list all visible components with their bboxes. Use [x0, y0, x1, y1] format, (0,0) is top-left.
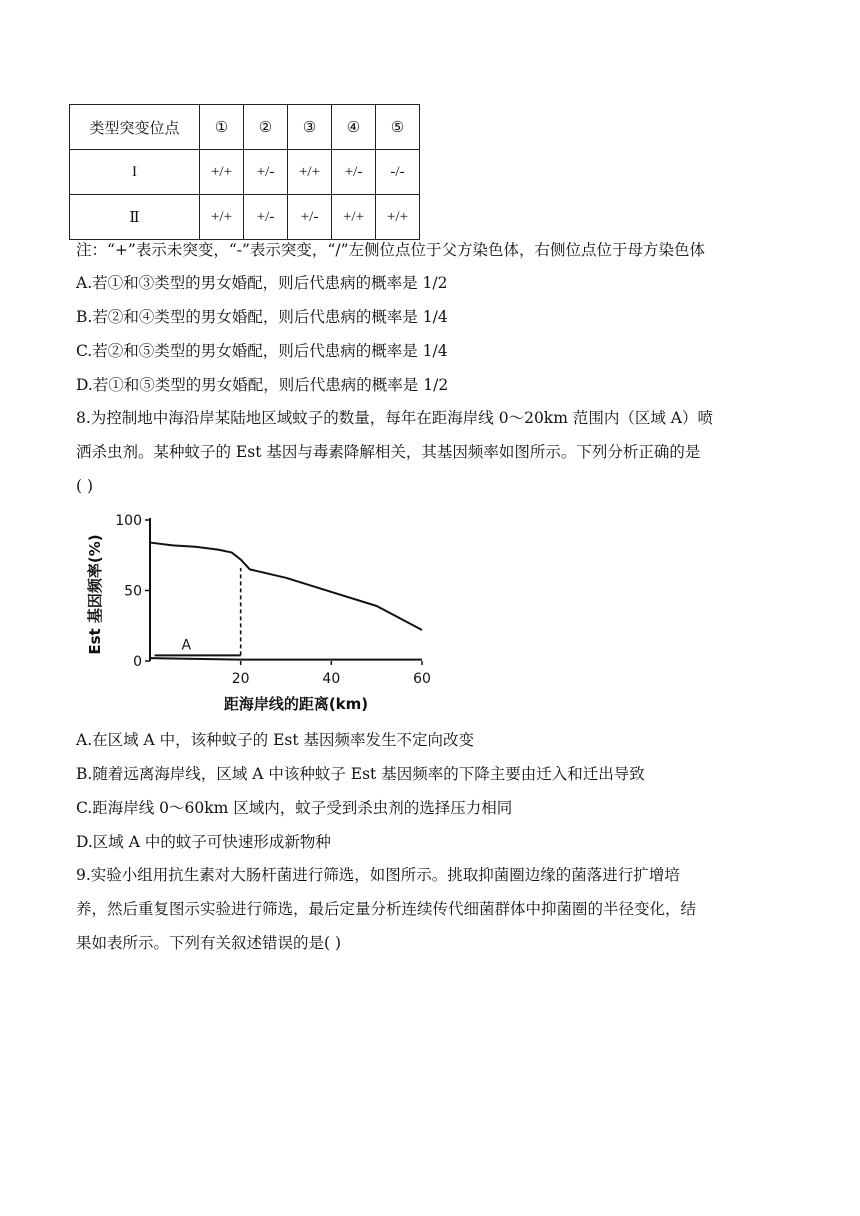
table-header-cell: ①	[200, 105, 244, 150]
mutation-type-table	[69, 104, 420, 240]
q7-option-d: D.若①和⑤类型的男女婚配，则后代患病的概率是 1/2	[76, 376, 449, 394]
x-tick-label: 40	[322, 671, 341, 687]
q9-stem-line: 养，然后重复图示实验进行筛选，最后定量分析连续传代细菌群体中抑菌圈的半径变化，结	[76, 900, 697, 918]
est-frequency-line	[150, 543, 422, 630]
table-cell: +/-	[332, 150, 376, 195]
table-row	[70, 195, 420, 240]
table-header-cell: ⑤	[376, 105, 420, 150]
q7-option-a: A.若①和③类型的男女婚配，则后代患病的概率是 1/2	[76, 274, 448, 292]
q8-option-c: C.距海岸线 0～60km 区域内，蚊子受到杀虫剂的选择压力相同	[76, 799, 513, 817]
x-axis	[150, 658, 422, 659]
table-header-cell: 类型突变位点	[70, 105, 200, 150]
table-cell: +/-	[288, 195, 332, 240]
q8-stem-line: 洒杀虫剂。某种蚊子的 Est 基因与毒素降解相关，其基因频率如图所示。下列分析正确的是	[76, 443, 701, 461]
table-cell: +/-	[244, 195, 288, 240]
x-tick-label: 20	[231, 671, 250, 687]
table-cell: -/-	[376, 150, 420, 195]
q7-option-b: B.若②和④类型的男女婚配，则后代患病的概率是 1/4	[76, 308, 448, 326]
q9-stem-line: 9.实验小组用抗生素对大肠杆菌进行筛选，如图所示。挑取抑菌圈边缘的菌落进行扩增培	[76, 866, 680, 884]
table-cell: I	[70, 150, 200, 195]
table-header-cell: ④	[332, 105, 376, 150]
table-cell: +/-	[244, 150, 288, 195]
y-axis-label: Est 基因频率(%)	[86, 534, 104, 655]
table-cell: +/+	[376, 195, 420, 240]
table-cell: +/+	[332, 195, 376, 240]
q7-option-c: C.若②和⑤类型的男女婚配，则后代患病的概率是 1/4	[76, 342, 448, 360]
q8-answer-bracket: ( )	[76, 477, 94, 495]
table-header-cell: ②	[244, 105, 288, 150]
table-row	[70, 150, 420, 195]
y-tick-label: 50	[124, 583, 142, 600]
q9-stem-line: 果如表所示。下列有关叙述错误的是( )	[76, 934, 342, 952]
table-note: 注：“+”表示未突变，“-”表示突变，“/”左侧位点位于父方染色体，右侧位点位于母方染色体	[76, 241, 705, 259]
table-cell: +/+	[200, 150, 244, 195]
y-tick-label: 0	[133, 654, 142, 670]
est-frequency-chart	[84, 506, 444, 718]
x-tick-label: 60	[413, 671, 431, 687]
q8-option-d: D.区域 A 中的蚊子可快速形成新物种	[76, 833, 331, 851]
table-header-cell: ③	[288, 105, 332, 150]
table-cell: +/+	[288, 150, 332, 195]
q8-option-a: A.在区域 A 中，该种蚊子的 Est 基因频率发生不定向改变	[76, 731, 475, 749]
q8-stem-line: 8.为控制地中海沿岸某陆地区域蚊子的数量，每年在距海岸线 0～20km 范围内（区域 A）喷	[76, 409, 713, 427]
table-cell: Ⅱ	[70, 195, 200, 240]
table-header-row	[70, 105, 420, 150]
x-axis-label: 距海岸线的距离(km)	[223, 695, 369, 713]
q8-option-b: B.随着远离海岸线，区域 A 中该种蚊子 Est 基因频率的下降主要由迁入和迁出导致	[76, 765, 645, 783]
y-tick-label: 100	[115, 513, 142, 529]
region-a-label: A	[181, 637, 192, 654]
table-cell: +/+	[200, 195, 244, 240]
